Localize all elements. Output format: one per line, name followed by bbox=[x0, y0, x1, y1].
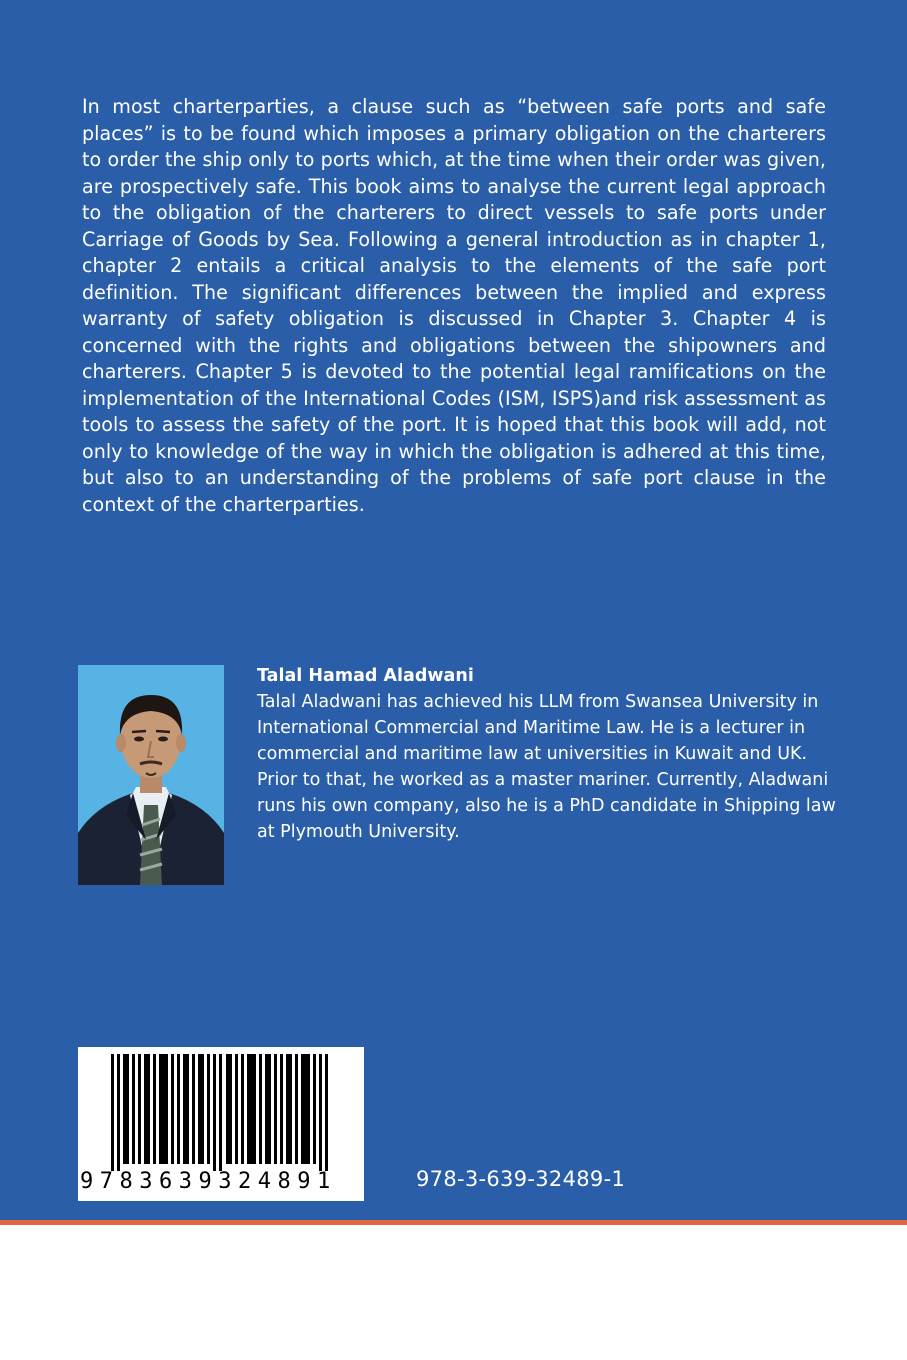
author-info bbox=[257, 664, 837, 845]
author-name: Talal Hamad Aladwani bbox=[257, 666, 474, 686]
book-description: In most charterparties, a clause such as “between safe ports and safe places” is to be found which imposes a primary obligation on the charterers to order the ship only to ports which, at the time when their order was given, are prospectively safe. This book aims to analyse the current legal approach to the obligation of the charterers to direct vessels to safe ports under Carriage of Goods by Sea. Following a general introduction as in chapter 1, chapter 2 entails a critical analysis to the elements of the safe port definition. The significant differences between the implied and express warranty of safety obligation is discussed in Chapter 3. Chapter 4 is concerned with the rights and obligations between the shipowners and charterers. Chapter 5 is devoted to the potential legal ramifications on the implementation of the International Codes (ISM, ISPS)and risk assessment as tools to assess the safety of the port. It is hoped that this book will add, not only to knowledge of the way in which the obligation is adhered at this time, but also to an understanding of the problems of safe port clause in the context of the charterparties. bbox=[82, 95, 826, 516]
bottom-accent-strip bbox=[0, 1220, 907, 1225]
isbn-number: 978-3-639-32489-1 bbox=[416, 1167, 626, 1191]
barcode-digits: 9783639324891 bbox=[80, 1169, 337, 1194]
barcode-bars bbox=[78, 1047, 364, 1171]
barcode bbox=[78, 1047, 364, 1201]
author-bio: Talal Aladwani has achieved his LLM from Swansea University in International Commercial and Maritime Law. He is a lecturer in commercial and maritime law at universities in Kuwait and UK. Prior to that, he worked as a master mariner. Currently, Aladwani runs his own company, also he is a PhD candidate in Shipping law at Plymouth University. bbox=[257, 692, 836, 842]
author-photo bbox=[78, 665, 224, 885]
